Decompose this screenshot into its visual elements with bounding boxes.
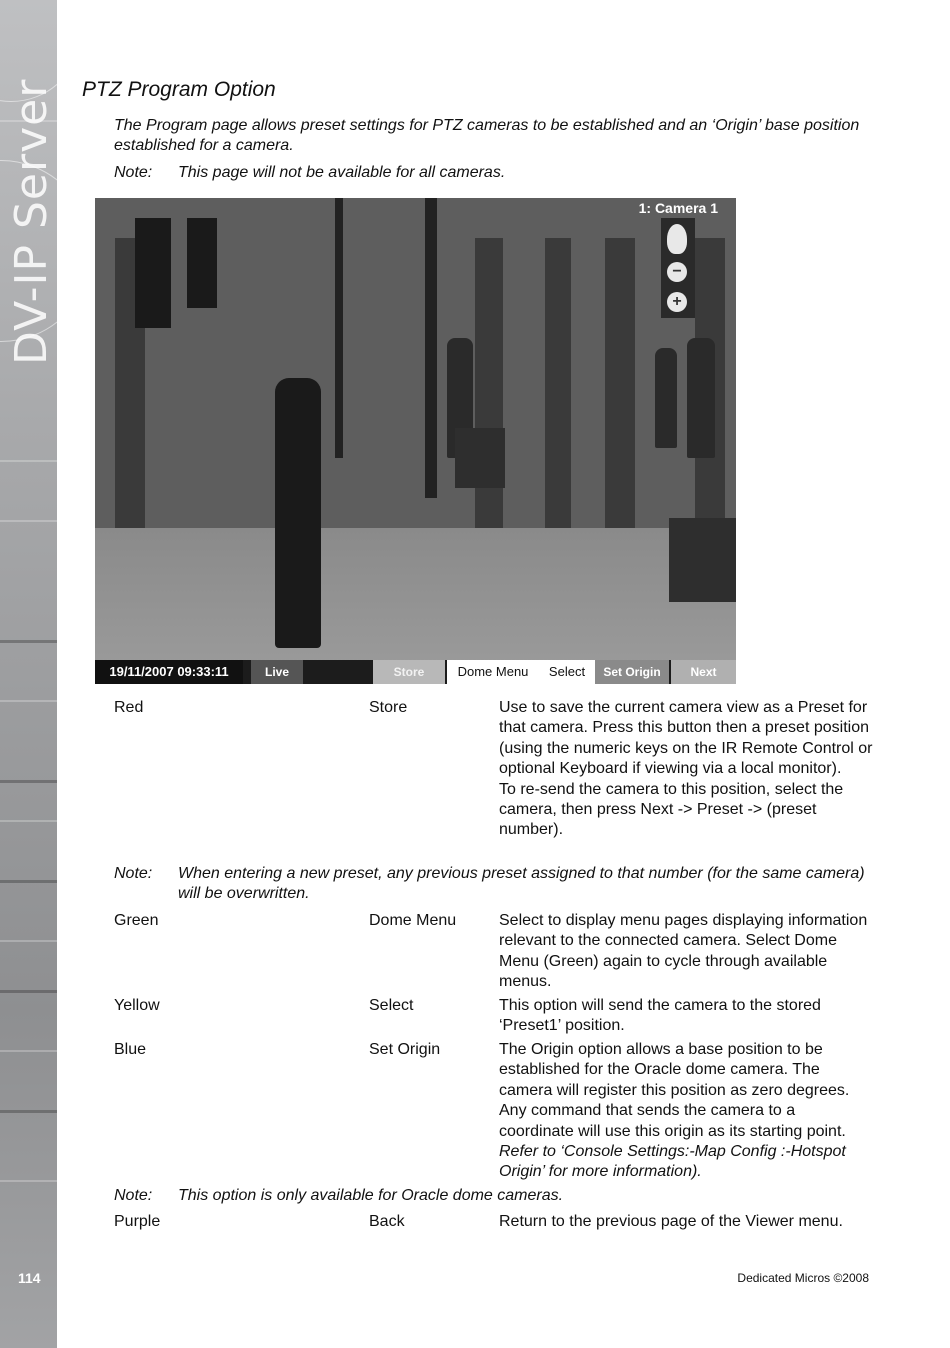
live-button[interactable]: Live bbox=[251, 660, 303, 684]
note-text: This page will not be available for all cameras. bbox=[178, 164, 506, 181]
button-function: Set Origin bbox=[369, 1041, 441, 1058]
traffic-light bbox=[187, 218, 217, 308]
zoom-in-button[interactable]: + bbox=[667, 292, 687, 312]
sidebar-product-title: DV-IP Server bbox=[6, 78, 57, 365]
camera-view-screenshot bbox=[95, 198, 736, 684]
building-column bbox=[605, 238, 635, 558]
button-function: Store bbox=[369, 699, 408, 716]
dome-menu-button[interactable]: Dome Menu bbox=[447, 660, 539, 684]
button-function: Back bbox=[369, 1213, 405, 1230]
traffic-light bbox=[135, 218, 171, 328]
button-color: Yellow bbox=[114, 997, 160, 1014]
button-color: Red bbox=[114, 699, 144, 716]
decorative-sidebar bbox=[0, 0, 57, 1348]
street-lamp bbox=[275, 378, 321, 648]
timestamp: 19/11/2007 09:33:11 bbox=[95, 660, 243, 684]
camera-name-label: 1: Camera 1 bbox=[638, 200, 718, 216]
page-title: PTZ Program Option bbox=[82, 78, 276, 101]
note-text: This option is only available for Oracle dome cameras. bbox=[178, 1187, 564, 1204]
note-preset-overwrite bbox=[114, 864, 874, 904]
button-description: Select to display menu pages displaying information relevant to the connected camera. Select Dome Menu (Green) again to cycle through available menus. bbox=[499, 912, 868, 991]
bin bbox=[455, 428, 505, 488]
button-color: Blue bbox=[114, 1041, 147, 1058]
footer-copyright: Dedicated Micros ©2008 bbox=[737, 1271, 869, 1285]
pedestrian bbox=[655, 348, 677, 448]
button-color: Purple bbox=[114, 1213, 161, 1230]
ptz-zoom-panel bbox=[661, 218, 695, 318]
select-button[interactable]: Select bbox=[539, 660, 595, 684]
set-origin-button[interactable]: Set Origin bbox=[595, 660, 669, 684]
note-text: When entering a new preset, any previous preset assigned to that number (for the same camera) will be overwritten. bbox=[178, 865, 865, 902]
button-description: Return to the previous page of the Viewer menu. bbox=[499, 1213, 843, 1230]
camera-toolbar bbox=[95, 660, 736, 684]
page-number: 114 bbox=[18, 1270, 41, 1286]
intro-paragraph: The Program page allows preset settings for PTZ cameras to be established and an ‘Origin’ base position established for a camera. bbox=[114, 117, 860, 154]
planter bbox=[669, 518, 736, 602]
pedestrian bbox=[687, 338, 715, 458]
note-page-availability bbox=[114, 163, 874, 183]
ptz-dome-icon bbox=[667, 224, 687, 254]
button-description bbox=[499, 698, 874, 841]
note-label: Note: bbox=[114, 1187, 153, 1204]
button-function: Select bbox=[369, 997, 414, 1014]
description-text: Use to save the current camera view as a Preset for that camera. Press this button then a preset position (using the numeric keys on the IR Remote Control or optional Keyboard if viewing via a local monitor). bbox=[499, 699, 873, 778]
button-description: This option will send the camera to the stored ‘Preset1’ position. bbox=[499, 997, 821, 1035]
building-column bbox=[475, 238, 503, 558]
button-function: Dome Menu bbox=[369, 912, 457, 929]
next-button[interactable]: Next bbox=[671, 660, 736, 684]
zoom-out-button[interactable]: − bbox=[667, 262, 687, 282]
description-text-resend: To re-send the camera to this position, select the camera, then press Next -> Preset -> (preset number). bbox=[499, 780, 844, 839]
building-column bbox=[545, 238, 571, 558]
tree-trunk bbox=[425, 198, 437, 498]
description-reference: Refer to ‘Console Settings:-Map Config :-Hotspot Origin’ for more information). bbox=[499, 1143, 846, 1181]
store-button[interactable]: Store bbox=[373, 660, 445, 684]
note-oracle-only bbox=[114, 1186, 874, 1206]
button-color: Green bbox=[114, 912, 159, 929]
description-text: The Origin option allows a base position to be established for the Oracle dome camera. The camera will register this position as zero degrees. Any command that sends the camera to a coordinate will use this origin as its starting point. bbox=[499, 1041, 850, 1140]
note-label: Note: bbox=[114, 164, 153, 181]
button-description bbox=[499, 1040, 874, 1183]
note-label: Note: bbox=[114, 865, 153, 882]
tree-trunk bbox=[335, 198, 343, 458]
